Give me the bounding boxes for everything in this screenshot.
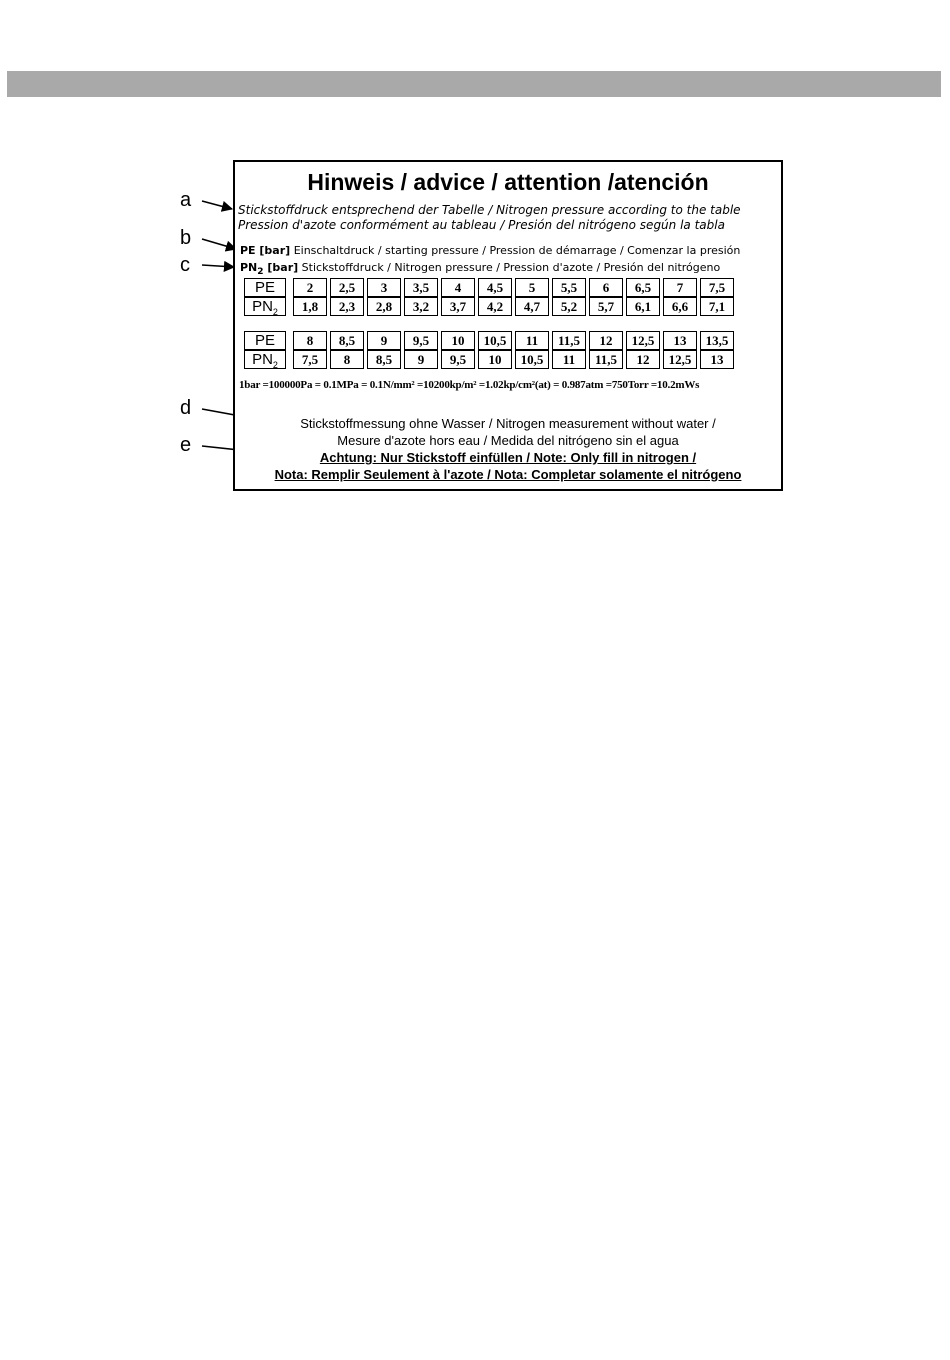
table-cell: 12 <box>589 331 623 350</box>
note-d-2: Mesure d'azote hors eau / Medida del nitrógeno sin el agua <box>337 433 679 448</box>
table-cell: 10 <box>441 331 475 350</box>
table-cell: 9,5 <box>404 331 438 350</box>
table-cell: 2,3 <box>330 297 364 316</box>
table-cell: 10,5 <box>515 350 549 369</box>
table-cell: 3,5 <box>404 278 438 297</box>
table-cell: 7,5 <box>293 350 327 369</box>
table-cell: 7,1 <box>700 297 734 316</box>
table-cell: 11 <box>515 331 549 350</box>
note-e-1: Achtung: Nur Stickstoff einfüllen / Note: Only fill in nitrogen / <box>319 450 697 465</box>
line-b-label: PE [bar] <box>240 244 291 257</box>
table-cell: 5,7 <box>589 297 623 316</box>
row-label-pe: PE <box>244 278 286 297</box>
table-cell: 6,1 <box>626 297 660 316</box>
line-a-1: Stickstoffdruck entsprechend der Tabelle / Nitrogen pressure according to the table <box>238 203 741 217</box>
table-cell: 11,5 <box>589 350 623 369</box>
table-cell: 8,5 <box>330 331 364 350</box>
table-cell: 12,5 <box>626 331 660 350</box>
row-label-pn: $PN_2$ <box>244 350 286 369</box>
table-row-pe <box>244 278 734 297</box>
line-a-2: Pression d'azote conformément au tableau / Presión del nitrógeno según la tabla <box>238 218 725 232</box>
table-cell: 6,6 <box>663 297 697 316</box>
table-row-pn <box>244 297 734 316</box>
row-label-pe: PE <box>244 331 286 350</box>
header-bar <box>7 71 941 97</box>
line-b <box>240 244 740 258</box>
table-row-pe <box>244 331 734 350</box>
line-b-text: Einschaltdruck / starting pressure / Pression de démarrage / Comenzar la presión <box>293 244 741 257</box>
arrow-b <box>202 239 236 249</box>
unit-conversion-line: 1bar =100000Pa = 0.1MPa = 0.1N/mm² =10200kp/m² =1.02kp/cm²(at) = 0.987atm =750Torr =10.2mWs <box>239 379 700 391</box>
table-cell: 8 <box>330 350 364 369</box>
table-cell: 4,5 <box>478 278 512 297</box>
table-cell: 3 <box>367 278 401 297</box>
marker-e: e <box>180 434 192 456</box>
marker-d: d <box>180 397 192 419</box>
label-title: Hinweis / advice / attention /atención <box>307 169 709 195</box>
arrow-a <box>202 201 232 209</box>
advice-label-box <box>233 160 783 491</box>
marker-a: a <box>180 189 192 211</box>
table-cell: 2,5 <box>330 278 364 297</box>
marker-c: c <box>180 254 190 276</box>
pressure-table-1 <box>241 278 737 316</box>
table-cell: 1,8 <box>293 297 327 316</box>
table-cell: 6 <box>589 278 623 297</box>
pressure-table-2 <box>241 331 737 369</box>
table-cell: 9,5 <box>441 350 475 369</box>
table-cell: 4 <box>441 278 475 297</box>
table-cell: 9 <box>404 350 438 369</box>
table-row-pn <box>244 350 734 369</box>
table-cell: 12,5 <box>663 350 697 369</box>
table-cell: 9 <box>367 331 401 350</box>
note-e-2: Nota: Remplir Seulement à l'azote / Nota: Completar solamente el nitrógeno <box>274 467 742 482</box>
table-cell: 6,5 <box>626 278 660 297</box>
row-label-pn: $PN_2$ <box>244 297 286 316</box>
table-cell: 4,2 <box>478 297 512 316</box>
table-cell: 10 <box>478 350 512 369</box>
table-cell: 8 <box>293 331 327 350</box>
table-cell: 5,5 <box>552 278 586 297</box>
table-cell: 8,5 <box>367 350 401 369</box>
table-cell: 5 <box>515 278 549 297</box>
table-cell: 11 <box>552 350 586 369</box>
table-cell: 5,2 <box>552 297 586 316</box>
arrow-c <box>202 265 234 267</box>
table-cell: 13,5 <box>700 331 734 350</box>
table-cell: 10,5 <box>478 331 512 350</box>
marker-b: b <box>180 227 192 249</box>
nitrogen-pressure-label-figure <box>170 143 790 495</box>
note-d-1: Stickstoffmessung ohne Wasser / Nitrogen measurement without water / <box>300 416 716 431</box>
table-cell: 12 <box>626 350 660 369</box>
line-c <box>240 261 721 278</box>
table-cell: 2,8 <box>367 297 401 316</box>
table-cell: 3,7 <box>441 297 475 316</box>
line-c-label: $PN_2$ [bar] <box>240 261 299 278</box>
table-cell: 7,5 <box>700 278 734 297</box>
table-cell: 3,2 <box>404 297 438 316</box>
table-cell: 4,7 <box>515 297 549 316</box>
table-cell: 2 <box>293 278 327 297</box>
table-cell: 11,5 <box>552 331 586 350</box>
line-c-text: Stickstoffdruck / Nitrogen pressure / Pression d'azote / Presión del nitrógeno <box>301 261 721 274</box>
table-cell: 13 <box>700 350 734 369</box>
table-cell: 13 <box>663 331 697 350</box>
table-cell: 7 <box>663 278 697 297</box>
